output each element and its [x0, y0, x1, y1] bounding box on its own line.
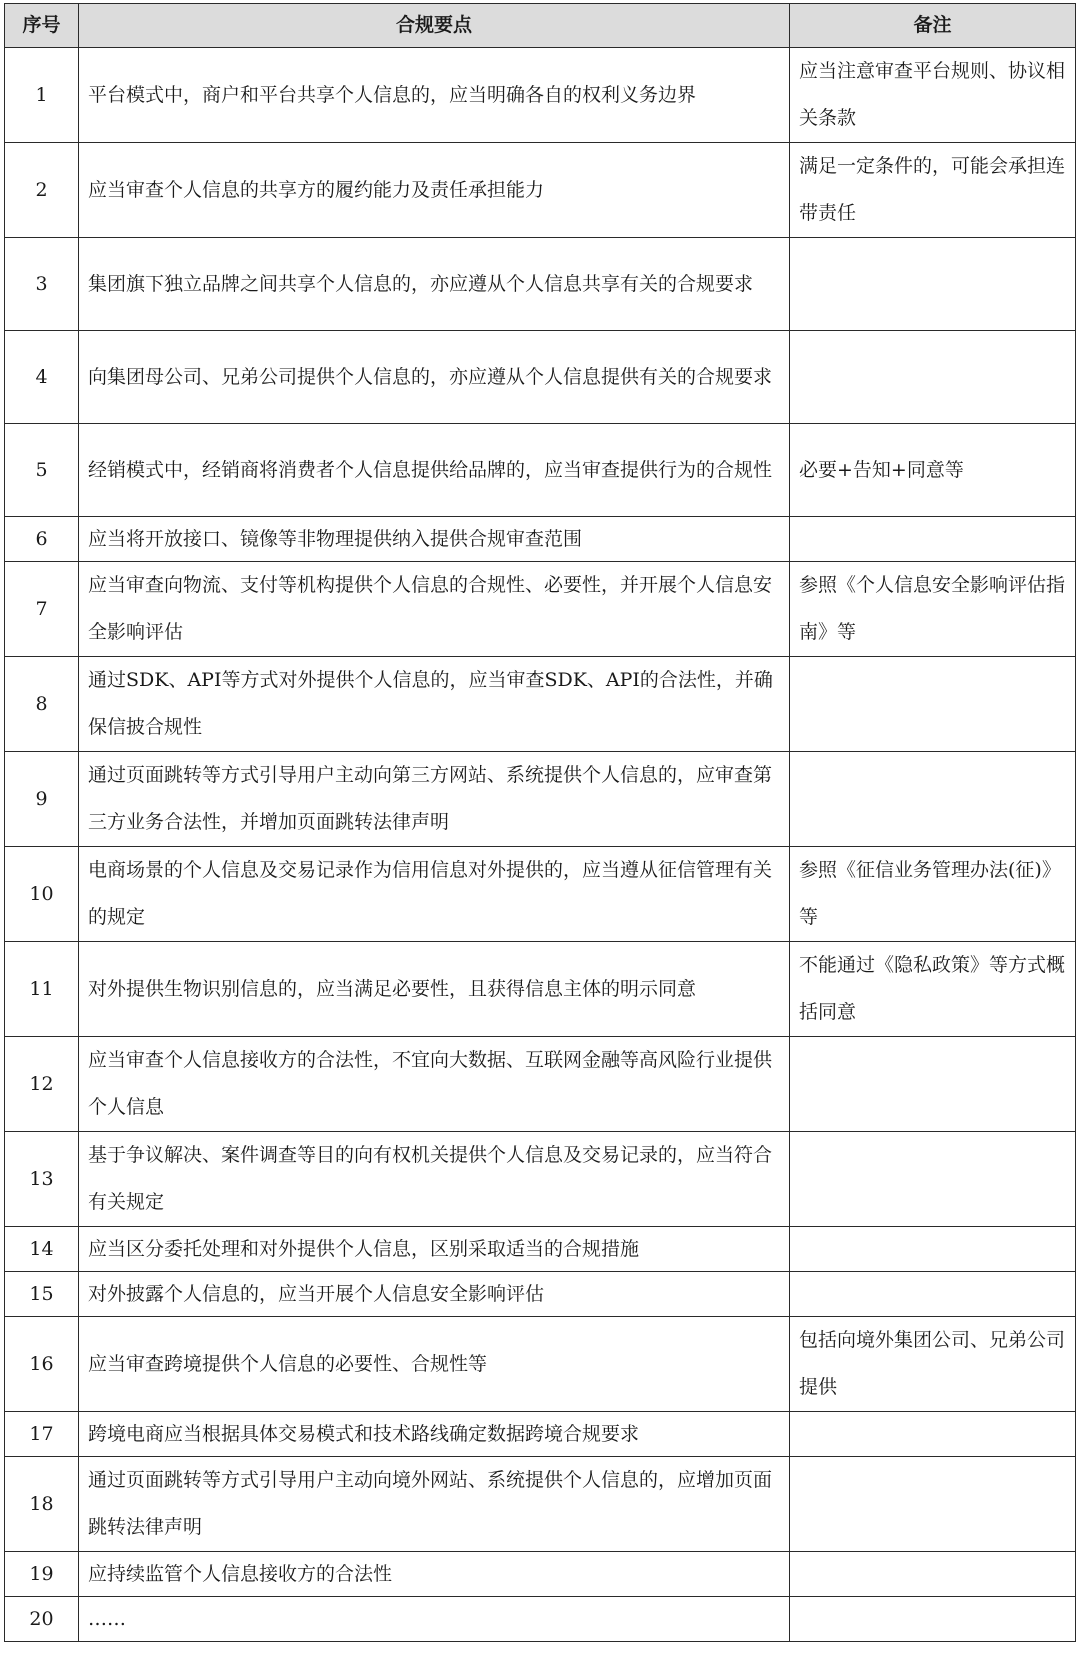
cell-requirement: 集团旗下独立品牌之间共享个人信息的，亦应遵从个人信息共享有关的合规要求 [79, 238, 790, 331]
cell-no: 2 [5, 143, 79, 238]
table-header-row [5, 4, 1076, 48]
cell-no: 7 [5, 562, 79, 657]
cell-no: 14 [5, 1227, 79, 1272]
table-row [5, 1272, 1076, 1317]
cell-note [790, 1597, 1076, 1642]
cell-note [790, 1457, 1076, 1552]
table-row [5, 1552, 1076, 1597]
cell-requirement: 应当审查向物流、支付等机构提供个人信息的合规性、必要性，并开展个人信息安全影响评估 [79, 562, 790, 657]
cell-requirement: 应当将开放接口、镜像等非物理提供纳入提供合规审查范围 [79, 517, 790, 562]
cell-note: 参照《征信业务管理办法(征)》等 [790, 847, 1076, 942]
cell-no: 19 [5, 1552, 79, 1597]
cell-requirement: 应持续监管个人信息接收方的合法性 [79, 1552, 790, 1597]
cell-requirement: 应当审查个人信息接收方的合法性，不宜向大数据、互联网金融等高风险行业提供个人信息 [79, 1037, 790, 1132]
cell-no: 5 [5, 424, 79, 517]
cell-note [790, 238, 1076, 331]
table-row [5, 1457, 1076, 1552]
cell-no: 18 [5, 1457, 79, 1552]
table-row [5, 1132, 1076, 1227]
cell-no: 4 [5, 331, 79, 424]
cell-requirement: 平台模式中，商户和平台共享个人信息的，应当明确各自的权利义务边界 [79, 48, 790, 143]
cell-no: 20 [5, 1597, 79, 1642]
cell-note: 不能通过《隐私政策》等方式概括同意 [790, 942, 1076, 1037]
cell-note [790, 752, 1076, 847]
cell-no: 16 [5, 1317, 79, 1412]
table-row [5, 424, 1076, 517]
table-row [5, 1317, 1076, 1412]
table-row [5, 942, 1076, 1037]
table-row [5, 657, 1076, 752]
table-row [5, 752, 1076, 847]
cell-no: 1 [5, 48, 79, 143]
cell-note [790, 517, 1076, 562]
cell-note [790, 1037, 1076, 1132]
cell-note: 参照《个人信息安全影响评估指南》等 [790, 562, 1076, 657]
table-row [5, 331, 1076, 424]
table-row [5, 1412, 1076, 1457]
cell-requirement: 电商场景的个人信息及交易记录作为信用信息对外提供的，应当遵从征信管理有关的规定 [79, 847, 790, 942]
table-row [5, 1037, 1076, 1132]
table-body [5, 48, 1076, 1642]
compliance-table-container [4, 3, 1075, 1642]
cell-requirement: …… [79, 1597, 790, 1642]
cell-note: 必要+告知+同意等 [790, 424, 1076, 517]
cell-requirement: 经销模式中，经销商将消费者个人信息提供给品牌的，应当审查提供行为的合规性 [79, 424, 790, 517]
cell-requirement: 对外披露个人信息的，应当开展个人信息安全影响评估 [79, 1272, 790, 1317]
cell-requirement: 通过SDK、API等方式对外提供个人信息的，应当审查SDK、API的合法性，并确保信披合规性 [79, 657, 790, 752]
table-row [5, 1597, 1076, 1642]
cell-no: 15 [5, 1272, 79, 1317]
table-row [5, 562, 1076, 657]
cell-requirement: 应当审查个人信息的共享方的履约能力及责任承担能力 [79, 143, 790, 238]
cell-note [790, 1132, 1076, 1227]
cell-note: 包括向境外集团公司、兄弟公司提供 [790, 1317, 1076, 1412]
cell-requirement: 通过页面跳转等方式引导用户主动向境外网站、系统提供个人信息的，应增加页面跳转法律声明 [79, 1457, 790, 1552]
cell-note [790, 1412, 1076, 1457]
cell-no: 6 [5, 517, 79, 562]
cell-note [790, 657, 1076, 752]
header-no: 序号 [5, 4, 79, 48]
table-row [5, 847, 1076, 942]
cell-requirement: 跨境电商应当根据具体交易模式和技术路线确定数据跨境合规要求 [79, 1412, 790, 1457]
cell-note [790, 331, 1076, 424]
cell-no: 10 [5, 847, 79, 942]
cell-note [790, 1227, 1076, 1272]
cell-note: 应当注意审查平台规则、协议相关条款 [790, 48, 1076, 143]
cell-note [790, 1552, 1076, 1597]
compliance-table [4, 3, 1076, 1642]
table-row [5, 517, 1076, 562]
cell-no: 3 [5, 238, 79, 331]
cell-no: 17 [5, 1412, 79, 1457]
cell-requirement: 应当区分委托处理和对外提供个人信息，区别采取适当的合规措施 [79, 1227, 790, 1272]
cell-requirement: 对外提供生物识别信息的，应当满足必要性，且获得信息主体的明示同意 [79, 942, 790, 1037]
header-note: 备注 [790, 4, 1076, 48]
table-row [5, 1227, 1076, 1272]
cell-no: 13 [5, 1132, 79, 1227]
cell-no: 9 [5, 752, 79, 847]
cell-no: 12 [5, 1037, 79, 1132]
header-requirement: 合规要点 [79, 4, 790, 48]
table-row [5, 143, 1076, 238]
cell-requirement: 基于争议解决、案件调查等目的向有权机关提供个人信息及交易记录的，应当符合有关规定 [79, 1132, 790, 1227]
table-row [5, 238, 1076, 331]
cell-note: 满足一定条件的，可能会承担连带责任 [790, 143, 1076, 238]
cell-requirement: 通过页面跳转等方式引导用户主动向第三方网站、系统提供个人信息的，应审查第三方业务合法性，并增加页面跳转法律声明 [79, 752, 790, 847]
cell-no: 11 [5, 942, 79, 1037]
cell-requirement: 向集团母公司、兄弟公司提供个人信息的，亦应遵从个人信息提供有关的合规要求 [79, 331, 790, 424]
cell-no: 8 [5, 657, 79, 752]
cell-note [790, 1272, 1076, 1317]
table-row [5, 48, 1076, 143]
cell-requirement: 应当审查跨境提供个人信息的必要性、合规性等 [79, 1317, 790, 1412]
